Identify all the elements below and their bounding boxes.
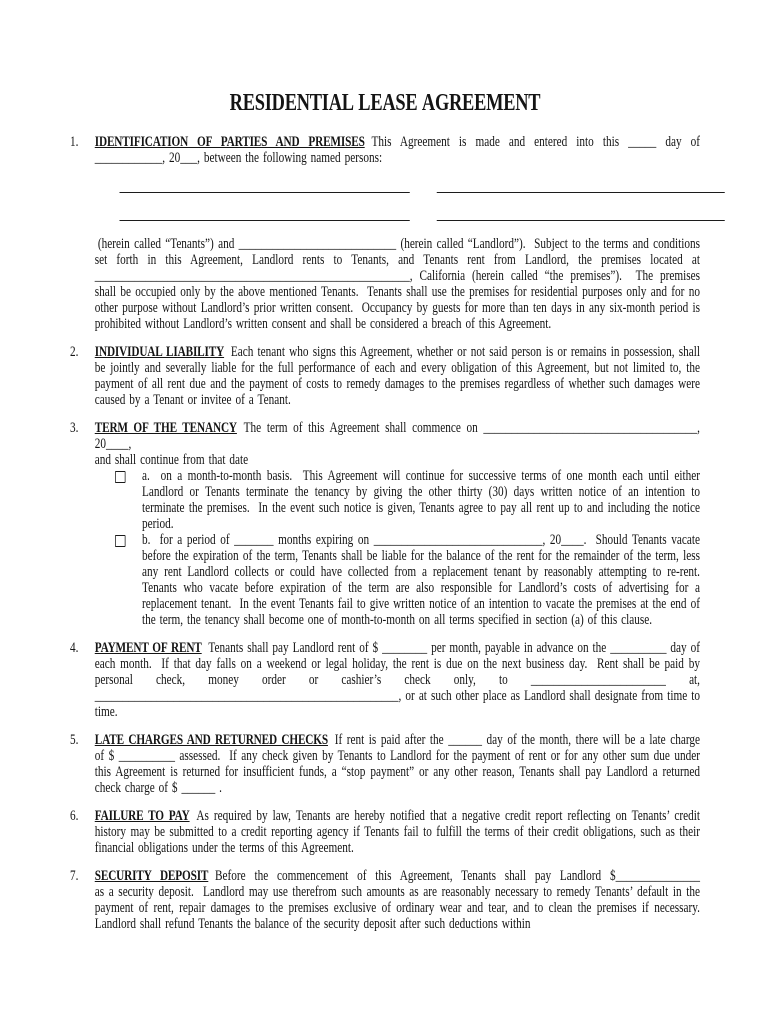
section-body: INDIVIDUAL LIABILITY Each tenant who signs this Agreement, whether or not said person is or remains in possession, shall be jointly and severally liable for the full performance of each and every obligation of this Agreement, but not limited to, the payment of all rent due and the payment of costs to remedy damages to the premises regardless of whether such damages were caused by a Tenant or invitee of a Tenant.: [94, 344, 704, 408]
section-number: 4.: [70, 640, 79, 656]
section-heading: SECURITY DEPOSIT: [94, 868, 209, 884]
section-security-deposit: [70, 868, 708, 932]
term-option-b-text: b. for a period of _______ months expiring on ______________________________, 20____. Should Tenants vacate before the expiration of the term, Tenants shall be liable for the balance of the rent for the remainder of the term, less any rent Landlord collects or could have collected from a replacement tenant by reasonably attempting to re-rent. Tenants who vacate before expiration of the term are also responsible for Landlord’s costs of advertising for a replacement tenant. In the event Tenants fail to give written notice of an intention to vacate the premises at the end of the term, the tenancy shall become one of month-to-month on all terms specified in section (a) of this clause.: [142, 532, 708, 628]
section-intro-line2: and shall continue from that date: [94, 452, 249, 468]
section-heading: LATE CHARGES AND RETURNED CHECKS: [94, 732, 328, 748]
tenant-name-line-1[interactable]: [120, 166, 410, 193]
section-number: 1.: [70, 134, 79, 150]
section-heading: TERM OF THE TENANCY: [94, 420, 237, 436]
section-body-line1: SECURITY DEPOSIT Before the commencement of this Agreement, Tenants shall pay Landlord $_______________: [94, 868, 700, 884]
section-body: PAYMENT OF RENT Tenants shall pay Landlord rent of $ ________ per month, payable in advance on the __________ day of each month. If that day falls on a weekend or legal holiday, the rent is due on the next business day. Rent shall be paid by personal check, money order or cashier’s check only, to ________________________ at, ______________________________________________________, or at such other place as Landlord shall designate from time to time.: [94, 640, 704, 720]
section-heading: INDIVIDUAL LIABILITY: [94, 344, 225, 360]
section-body: FAILURE TO PAY As required by law, Tenants are hereby notified that a negative credit report reflecting on Tenants’ credit history may be submitted to a credit reporting agency if Tenants fail to fulfill the terms of their credit obligations, such as their financial obligations under the terms of this Agreement.: [94, 808, 704, 856]
section-intro-line2: ____________, 20___, between the following named persons:: [94, 150, 383, 166]
section-intro-line1: IDENTIFICATION OF PARTIES AND PREMISES This Agreement is made and entered into this _____ day of: [94, 134, 700, 150]
checkbox-icon[interactable]: [115, 471, 126, 483]
section-heading: FAILURE TO PAY: [94, 808, 190, 824]
section-individual-liability: [70, 344, 704, 408]
section-payment-of-rent: [70, 640, 704, 720]
page-title: RESIDENTIAL LEASE AGREEMENT: [229, 89, 541, 116]
tenant-name-line-row-2: [95, 192, 700, 220]
tenant-name-line-2[interactable]: [437, 166, 725, 193]
section-heading: IDENTIFICATION OF PARTIES AND PREMISES: [94, 134, 365, 150]
section-late-charges: [70, 732, 704, 796]
section-body-rest: as a security deposit. Landlord may use therefrom such amounts as are reasonably necessary to remedy Tenants’ default in the payment of rent, repair damages to the premises exclusive of ordinary wear and tear, and to clean the premises if necessary. Landlord shall refund Tenants the balance of the security deposit after such deductions within: [94, 884, 708, 932]
document-content: [70, 89, 708, 932]
term-option-month-to-month: [95, 468, 704, 532]
section-failure-to-pay: [70, 808, 704, 856]
section-number: 7.: [70, 868, 79, 884]
section-number: 3.: [70, 420, 79, 436]
section-body: LATE CHARGES AND RETURNED CHECKS If rent is paid after the ______ day of the month, there will be a late charge of $ __________ assessed. If any check given by Tenants to Landlord for the payment of rent or for any other sum due under this Agreement is returned for insufficient funds, a “stop payment” or any other reason, Tenants shall pay Landlord a returned check charge of $ ______ .: [94, 732, 704, 796]
section-number: 6.: [70, 808, 79, 824]
term-option-fixed-period: [95, 532, 708, 628]
section-intro-line1: TERM OF THE TENANCY The term of this Agreement shall commence on ______________________________________, 20____,: [94, 420, 704, 452]
section-number: 2.: [70, 344, 79, 360]
tenant-name-line-3[interactable]: [120, 192, 410, 221]
section-term-of-tenancy: [70, 420, 708, 628]
term-option-a-text: a. on a month-to-month basis. This Agreement will continue for successive terms of one month each until either Landlord or Tenants terminate the tenancy by giving the other thirty (30) days written notice of an intention to terminate the premises. In the event such notice is given, Tenants agree to pay all rent up to and including the notice period.: [142, 468, 704, 532]
tenant-name-line-row-1: [95, 166, 700, 192]
section-body: (herein called “Tenants”) and ____________________________ (herein called “Landlord”). Subject to the terms and conditions set forth in this Agreement, Landlord rents to Tenants, and Tenants rent from Landlord, the premises located at ________________________________________________________, California (herein called “the premises”). The premises shall be occupied only by the above mentioned Tenants. Tenants shall use the premises for residential purposes only and for no other purpose without Landlord’s prior written consent. Occupancy by guests for more than ten days in any six-month period is prohibited without Landlord’s written consent and shall be considered a breach of this Agreement.: [94, 236, 704, 332]
section-number: 5.: [70, 732, 79, 748]
section-identification-of-parties: [70, 134, 704, 332]
tenant-name-line-4[interactable]: [437, 192, 725, 221]
checkbox-icon[interactable]: [115, 535, 126, 547]
section-heading: PAYMENT OF RENT: [94, 640, 202, 656]
